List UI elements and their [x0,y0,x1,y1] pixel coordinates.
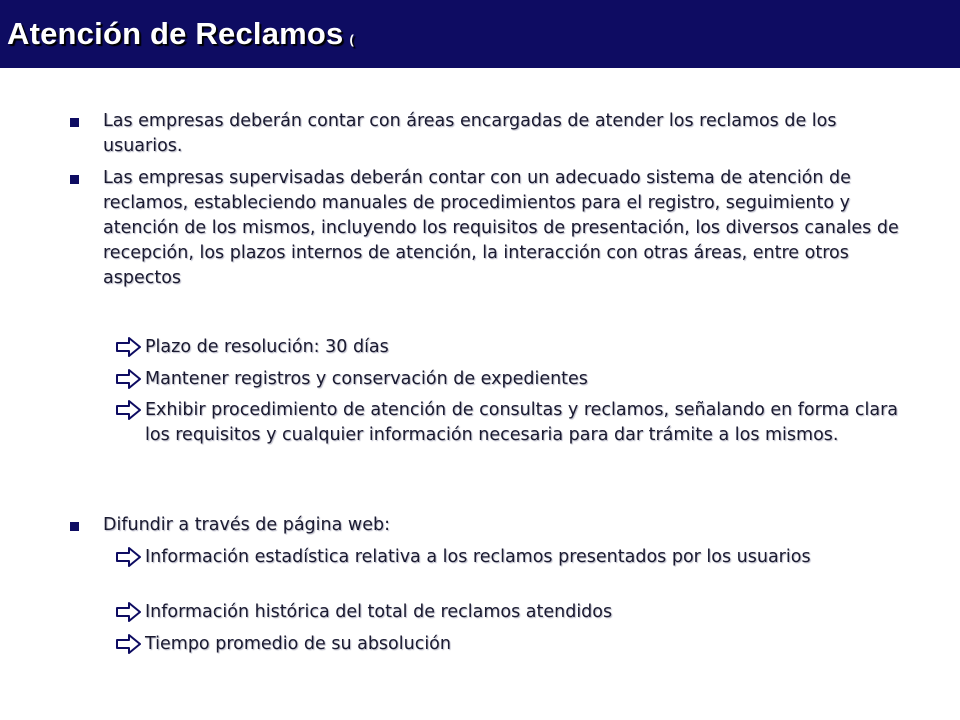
slide-title-suffix: ( [349,32,355,47]
bullet-square-icon [70,175,79,184]
arrow-right-icon [116,369,142,389]
sub-bullet-text: Plazo de resolución: 30 días [145,337,389,357]
bullet-1-text: Las empresas deberán contar con áreas encargadas de atender los reclamos de los usuarios. [103,111,837,156]
arrow-right-icon [116,400,142,420]
sub-bullet-text: Mantener registros y conservación de expedientes [145,369,588,389]
bullet-square-icon [70,522,79,531]
sub-bullet-text: Información estadística relativa a los reclamos presentados por los usuarios [145,547,811,567]
arrow-right-icon [116,547,142,567]
slide-title-text: Atención de Reclamos [7,16,344,51]
bullet-square-icon [70,118,79,127]
bullet-2-text: Las empresas supervisadas deberán contar con un adecuado sistema de atención de reclamos, estableciendo manuales de procedimientos para el registro, seguimiento y atención de los mismos, incluyendo los requisitos de presentación, los diversos canales de recepción, los plazos internos de atención, la interacción con otras áreas, entre otros aspectos [103,168,899,288]
sub-bullet-text: Tiempo promedio de su absolución [145,634,451,654]
bullet-3-text: Difundir a través de página web: [103,515,390,535]
arrow-right-icon [116,634,142,654]
arrow-right-icon [116,337,142,357]
arrow-right-icon [116,602,142,622]
sub-bullet-text: Exhibir procedimiento de atención de consultas y reclamos, señalando en forma clara los requisitos y cualquier información necesaria para dar trámite a los mismos. [145,400,898,445]
sub-bullet-text: Información histórica del total de reclamos atendidos [145,602,613,622]
